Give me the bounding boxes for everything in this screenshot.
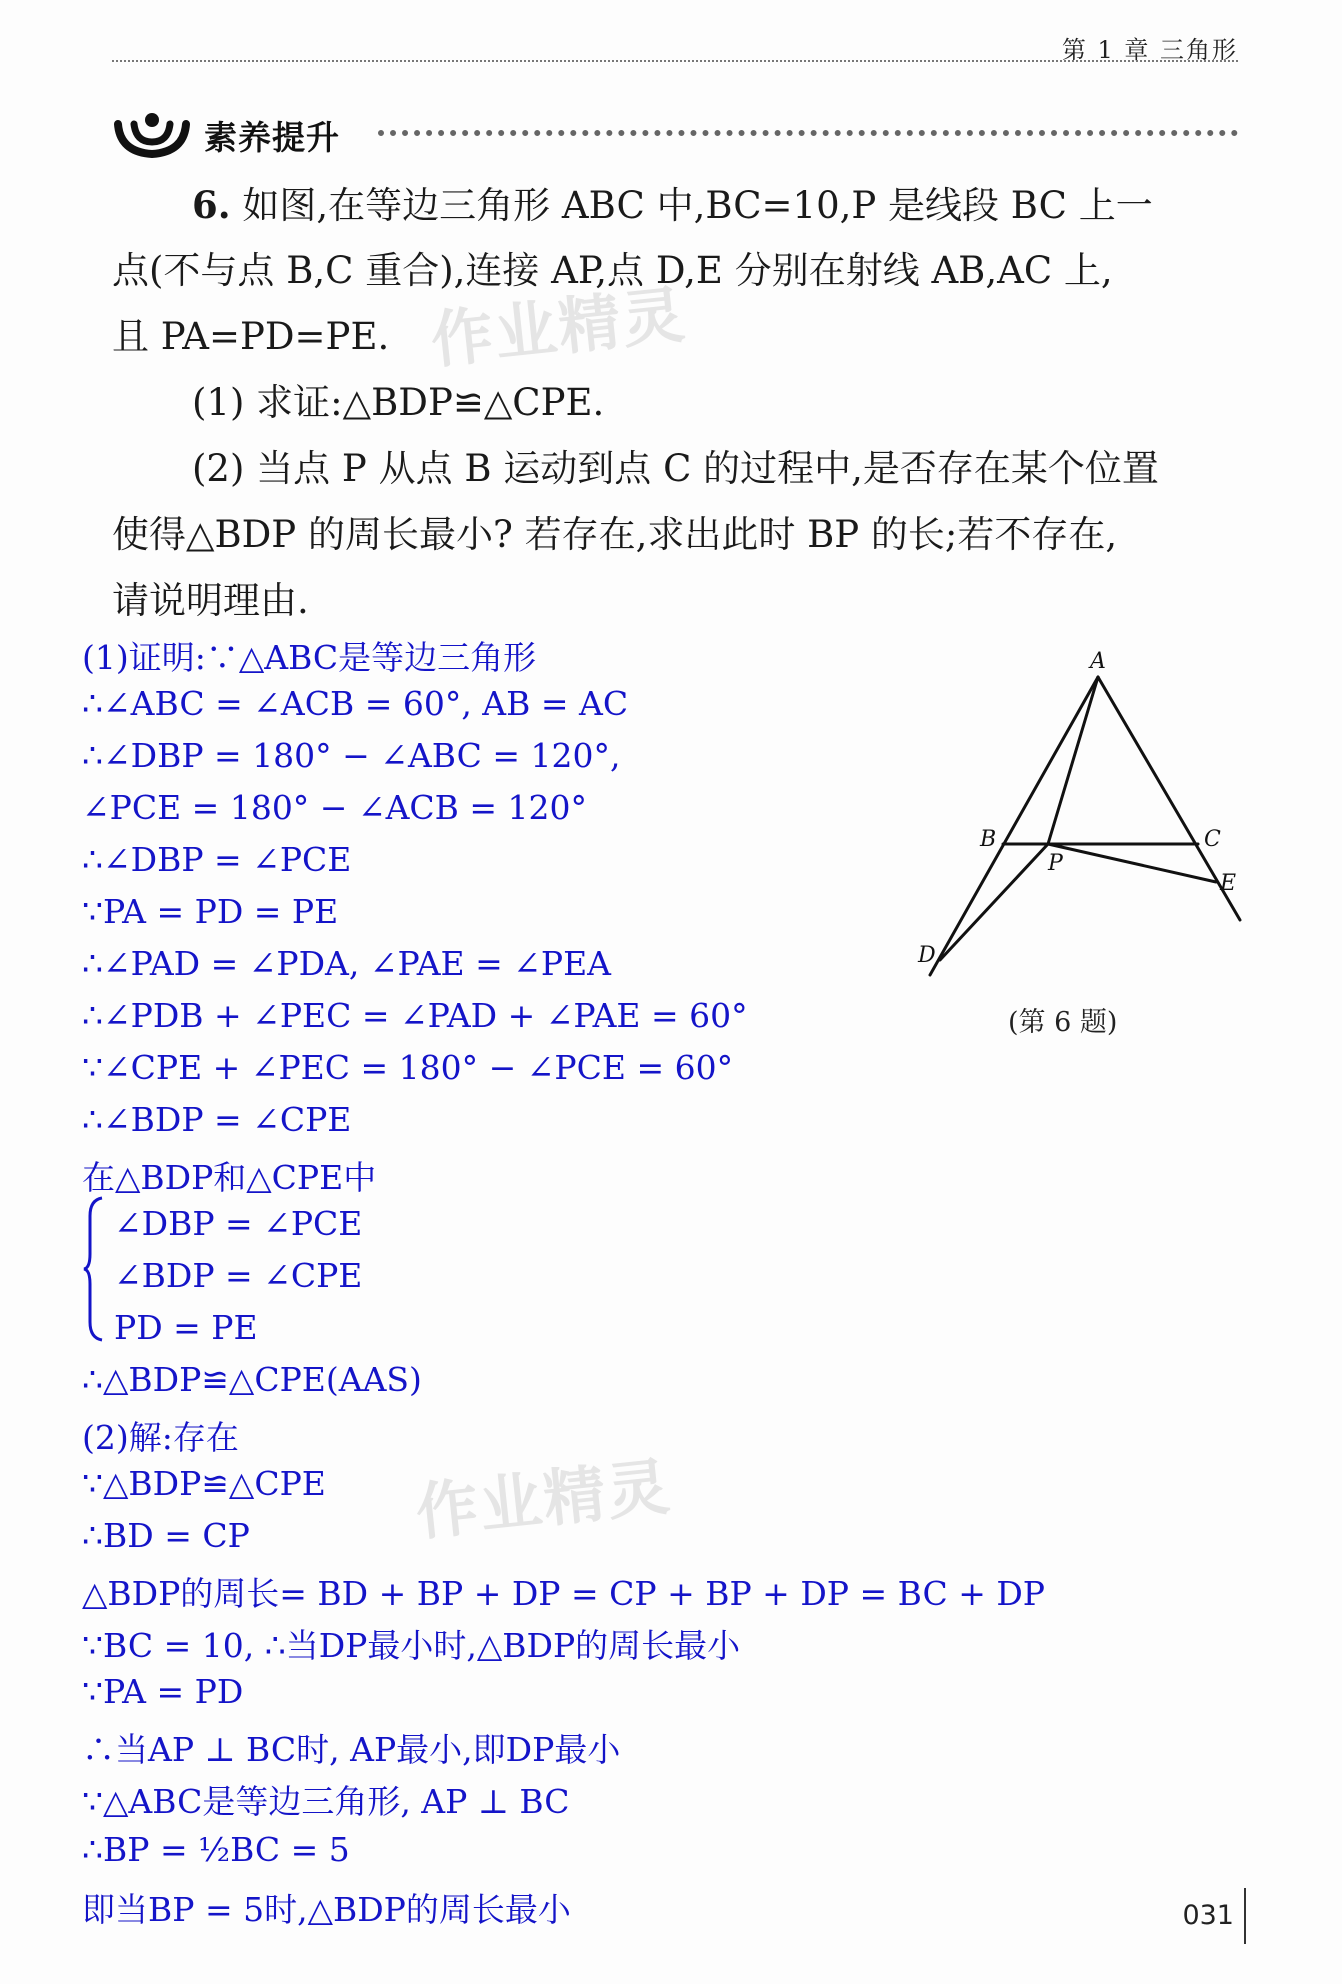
solution-line-9: ∵∠CPE + ∠PEC = 180° − ∠PCE = 60° bbox=[82, 1048, 734, 1087]
solution-line-7: ∴∠PAD = ∠PDA, ∠PAE = ∠PEA bbox=[82, 944, 612, 983]
segment-AP bbox=[1048, 677, 1098, 844]
line-A-D bbox=[930, 677, 1098, 975]
section-logo-icon bbox=[112, 108, 192, 162]
label-B: B bbox=[980, 827, 997, 852]
problem-line-3: 且 PA=PD=PE. bbox=[112, 315, 390, 358]
solution-line-24: ∴BP = ½BC = 5 bbox=[82, 1830, 350, 1869]
triangle-figure bbox=[900, 640, 1260, 1000]
brace-condition-2: ∠BDP = ∠CPE bbox=[114, 1256, 363, 1295]
solution-line-4: ∠PCE = 180° − ∠ACB = 120° bbox=[82, 788, 588, 827]
section-title: 素养提升 bbox=[204, 117, 340, 157]
solution-line-25: 即当BP = 5时,△BDP的周长最小 bbox=[82, 1890, 571, 1929]
problem-number: 6. bbox=[192, 183, 231, 227]
solution-line-21: ∵PA = PD bbox=[82, 1672, 244, 1711]
page-number: 031 bbox=[1182, 1900, 1234, 1931]
solution-line-10: ∴∠BDP = ∠CPE bbox=[82, 1100, 352, 1139]
page-number-divider bbox=[1244, 1888, 1246, 1944]
solution-line-2: ∴∠ABC = ∠ACB = 60°, AB = AC bbox=[82, 684, 629, 723]
problem-line-7: 请说明理由. bbox=[112, 579, 309, 622]
label-P: P bbox=[1048, 851, 1063, 876]
solution-line-17: ∵△BDP≌△CPE bbox=[82, 1464, 326, 1503]
left-brace-icon bbox=[82, 1194, 106, 1344]
figure-caption: (第 6 题) bbox=[1008, 1007, 1118, 1038]
solution-line-1: (1)证明:∵△ABC是等边三角形 bbox=[82, 638, 537, 677]
label-A: A bbox=[1090, 649, 1106, 674]
solution-line-19: △BDP的周长= BD + BP + DP = CP + BP + DP = BC + DP bbox=[82, 1574, 1046, 1613]
brace-condition-1: ∠DBP = ∠PCE bbox=[114, 1204, 363, 1243]
brace-condition-3: PD = PE bbox=[114, 1308, 258, 1347]
chapter-header: 第 1 章 三角形 bbox=[1061, 36, 1238, 64]
solution-line-22: ∴当AP ⊥ BC时, AP最小,即DP最小 bbox=[82, 1730, 621, 1769]
problem-line-6: 使得△BDP 的周长最小? 若存在,求出此时 BP 的长;若不存在, bbox=[112, 513, 1118, 556]
label-E: E bbox=[1220, 871, 1237, 896]
problem-part-2: (2) 当点 P 从点 B 运动到点 C 的过程中,是否存在某个位置 bbox=[192, 447, 1159, 490]
solution-line-20: ∵BC = 10, ∴当DP最小时,△BDP的周长最小 bbox=[82, 1626, 741, 1665]
label-D: D bbox=[918, 943, 936, 968]
problem-line-1 bbox=[192, 172, 1153, 239]
problem-line-2: 点(不与点 B,C 重合),连接 AP,点 D,E 分别在射线 AB,AC 上, bbox=[112, 249, 1113, 292]
problem-part-1: (1) 求证:△BDP≌△CPE. bbox=[192, 381, 605, 424]
solution-line-23: ∵△ABC是等边三角形, AP ⊥ BC bbox=[82, 1782, 570, 1821]
solution-line-18: ∴BD = CP bbox=[82, 1516, 250, 1555]
problem-text: 如图,在等边三角形 ABC 中,BC=10,P 是线段 BC 上一 bbox=[242, 184, 1153, 227]
solution-line-3: ∴∠DBP = 180° − ∠ABC = 120°, bbox=[82, 736, 621, 775]
segment-PE bbox=[1048, 844, 1216, 882]
section-dotted-rule bbox=[378, 130, 1238, 136]
solution-line-8: ∴∠PDB + ∠PEC = ∠PAD + ∠PAE = 60° bbox=[82, 996, 748, 1035]
solution-line-16: (2)解:存在 bbox=[82, 1418, 239, 1457]
solution-line-15: ∴△BDP≌△CPE(AAS) bbox=[82, 1360, 422, 1399]
solution-line-5: ∴∠DBP = ∠PCE bbox=[82, 840, 352, 879]
solution-line-6: ∵PA = PD = PE bbox=[82, 892, 339, 931]
section-heading bbox=[112, 108, 340, 162]
label-C: C bbox=[1204, 827, 1221, 852]
watermark-2: 作业精灵 bbox=[412, 1449, 675, 1550]
line-A-E bbox=[1098, 677, 1240, 920]
header-divider bbox=[112, 60, 1238, 62]
solution-line-11: 在△BDP和△CPE中 bbox=[82, 1158, 377, 1197]
watermark-1: 作业精灵 bbox=[427, 277, 690, 378]
